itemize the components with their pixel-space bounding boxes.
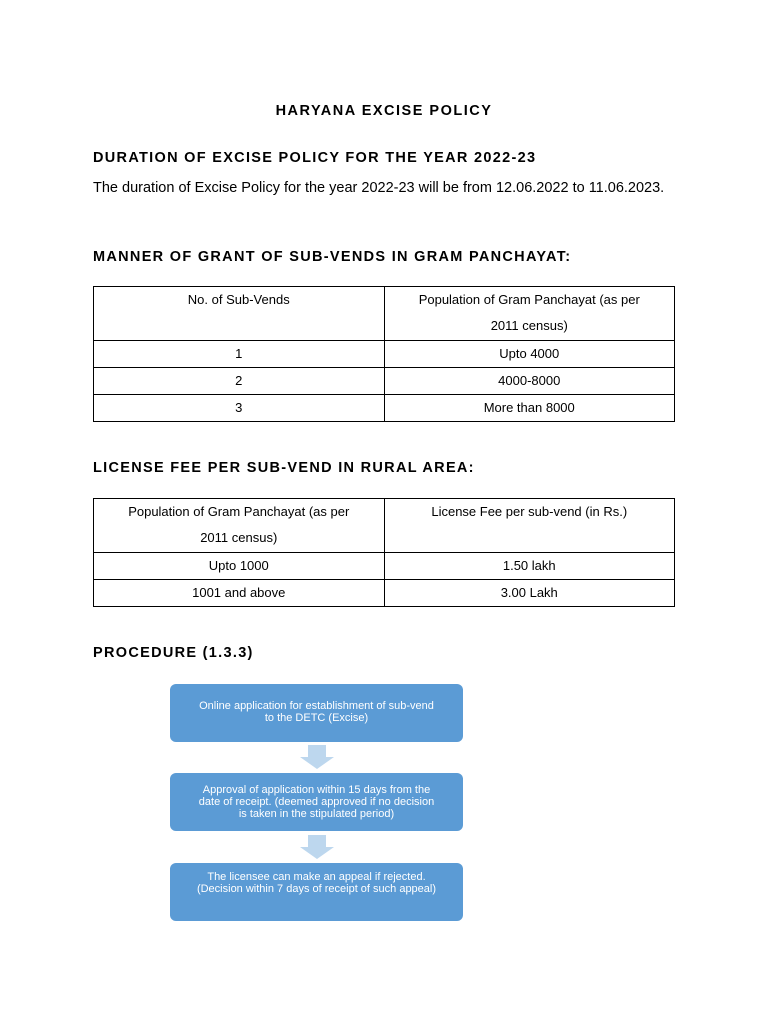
flow-step-3	[170, 863, 463, 921]
header-text: 2011 census)	[200, 530, 278, 545]
subvends-table	[93, 286, 675, 422]
license-fee-table	[93, 498, 675, 607]
table-header-row	[94, 499, 675, 553]
procedure-heading: PROCEDURE (1.3.3)	[93, 645, 254, 661]
table-header-cell	[384, 287, 675, 341]
table-header-cell	[94, 499, 385, 553]
table-header-row	[94, 287, 675, 341]
duration-heading: DURATION OF EXCISE POLICY FOR THE YEAR 2022-23	[93, 150, 537, 166]
down-arrow-icon	[300, 835, 334, 859]
table-cell: 1.50 lakh	[384, 553, 675, 580]
table-cell: Upto 1000	[94, 553, 385, 580]
table-cell: 4000-8000	[384, 368, 675, 395]
table-row	[94, 341, 675, 368]
table-cell: Upto 4000	[384, 341, 675, 368]
table-cell: 3.00 Lakh	[384, 580, 675, 607]
flow-step-text: (Decision within 7 days of receipt of such appeal)	[196, 883, 437, 895]
down-arrow-icon	[300, 745, 334, 769]
table-cell: 3	[94, 395, 385, 422]
table-cell: 2	[94, 368, 385, 395]
table-cell: 1	[94, 341, 385, 368]
flow-step-text: Approval of application within 15 days from the	[202, 784, 431, 796]
flow-step-text: is taken in the stipulated period)	[238, 808, 395, 820]
table-row	[94, 395, 675, 422]
subvends-heading: MANNER OF GRANT OF SUB-VENDS IN GRAM PANCHAYAT:	[93, 249, 572, 265]
header-text: License Fee per sub-vend (in Rs.)	[431, 504, 628, 519]
flow-step-2	[170, 773, 463, 831]
table-row	[94, 368, 675, 395]
table-cell: More than 8000	[384, 395, 675, 422]
table-row	[94, 553, 675, 580]
flow-step-text: The licensee can make an appeal if rejected.	[207, 871, 426, 883]
header-text: No. of Sub-Vends	[187, 292, 290, 307]
table-header-cell	[94, 287, 385, 341]
table-row	[94, 580, 675, 607]
table-header-cell	[384, 499, 675, 553]
table-cell: 1001 and above	[94, 580, 385, 607]
flow-step-text: date of receipt. (deemed approved if no decision	[198, 796, 435, 808]
header-text: Population of Gram Panchayat (as per	[418, 292, 640, 307]
header-text: 2011 census)	[490, 318, 568, 333]
flow-step-text: to the DETC (Excise)	[264, 712, 369, 724]
flow-step-text: Online application for establishment of sub-vend	[199, 700, 434, 712]
duration-paragraph: The duration of Excise Policy for the year 2022-23 will be from 12.06.2022 to 11.06.2023.	[93, 180, 665, 196]
document-title: HARYANA EXCISE POLICY	[275, 103, 493, 119]
flow-step-1	[170, 684, 463, 742]
header-text: Population of Gram Panchayat (as per	[128, 504, 350, 519]
license-fee-heading: LICENSE FEE PER SUB-VEND IN RURAL AREA:	[93, 460, 475, 476]
